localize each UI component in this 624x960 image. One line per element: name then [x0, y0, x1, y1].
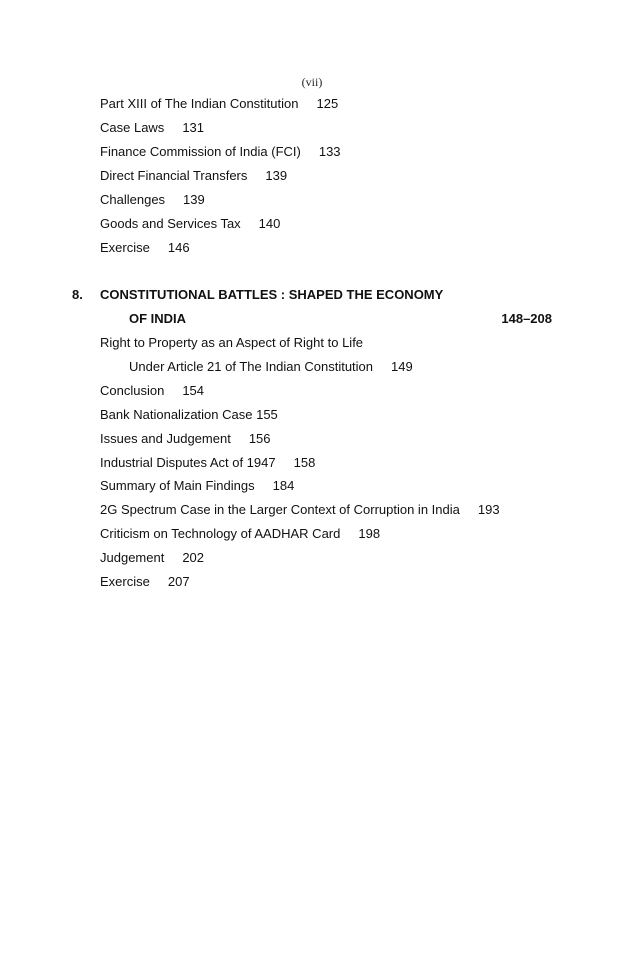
- toc-entry: [100, 550, 204, 566]
- toc-entry: [100, 455, 315, 471]
- toc-entry-page: 154: [182, 383, 205, 398]
- toc-entry-title: Industrial Disputes Act of 1947: [100, 455, 276, 470]
- toc-entry-title: Goods and Services Tax: [100, 216, 241, 231]
- toc-entry-title: Direct Financial Transfers: [100, 168, 248, 183]
- toc-entry-title: 2G Spectrum Case in the Larger Context of Corruption in India: [100, 502, 460, 517]
- toc-entry-title: Part XIII of The Indian Constitution: [100, 96, 299, 111]
- toc-entry-title: Exercise: [100, 240, 150, 255]
- toc-entry: [100, 144, 341, 160]
- toc-entry: [100, 96, 338, 112]
- toc-entry: [100, 478, 294, 494]
- toc-entry-page: 198: [358, 526, 381, 541]
- chapter-title-continued: OF INDIA: [129, 311, 187, 326]
- chapter-page-range: 148–208: [501, 311, 552, 326]
- toc-entry: [100, 168, 287, 184]
- toc-entry: [100, 502, 500, 518]
- toc-entry-page: 146: [167, 240, 190, 255]
- toc-entry-title: Finance Commission of India (FCI): [100, 144, 301, 159]
- toc-entry: [100, 120, 204, 136]
- toc-entry-page: 139: [265, 168, 288, 183]
- toc-entry-page: 139: [183, 192, 205, 207]
- toc-entry: [100, 192, 205, 208]
- toc-entry: [100, 407, 278, 423]
- toc-entry: [100, 240, 190, 256]
- toc-entry-page: 202: [182, 550, 205, 565]
- toc-entry-page: 158: [293, 455, 316, 470]
- toc-entry-page: 149: [391, 359, 413, 374]
- toc-entry-title: Bank Nationalization Case 155: [100, 407, 278, 422]
- toc-entry: [100, 574, 190, 590]
- toc-entry-page: 125: [316, 96, 339, 111]
- toc-entry-page: 156: [248, 431, 271, 446]
- toc-entry-page: 207: [167, 574, 190, 589]
- toc-entry: [100, 216, 280, 232]
- toc-entry-page: 140: [258, 216, 281, 231]
- toc-entry-title: Summary of Main Findings: [100, 478, 255, 493]
- toc-entry-title: Case Laws: [100, 120, 165, 135]
- toc-entry-page: 184: [272, 478, 295, 493]
- toc-heading: [100, 335, 363, 351]
- page-number: (vii): [301, 75, 323, 89]
- toc-entry-title: Exercise: [100, 574, 150, 589]
- toc-entry-title: Conclusion: [100, 383, 165, 398]
- toc-entry-title: Criticism on Technology of AADHAR Card: [100, 526, 341, 541]
- toc-entry: [100, 383, 204, 399]
- toc-entry-page: 193: [477, 502, 500, 517]
- toc-entry-page: 133: [318, 144, 341, 159]
- toc-heading-title: Right to Property as an Aspect of Right to Life: [100, 335, 364, 350]
- chapter-title: CONSTITUTIONAL BATTLES : SHAPED THE ECONOMY: [100, 287, 444, 302]
- toc-entry-page: 131: [182, 120, 205, 135]
- chapter-number: 8.: [72, 287, 83, 302]
- toc-entry-title: Challenges: [100, 192, 166, 207]
- toc-entry-title: Issues and Judgement: [100, 431, 231, 446]
- toc-entry-title: Under Article 21 of The Indian Constitution: [129, 359, 374, 374]
- toc-entry: [100, 431, 271, 447]
- toc-entry-title: Judgement: [100, 550, 165, 565]
- toc-subentry: [129, 359, 413, 375]
- toc-entry: [100, 526, 380, 542]
